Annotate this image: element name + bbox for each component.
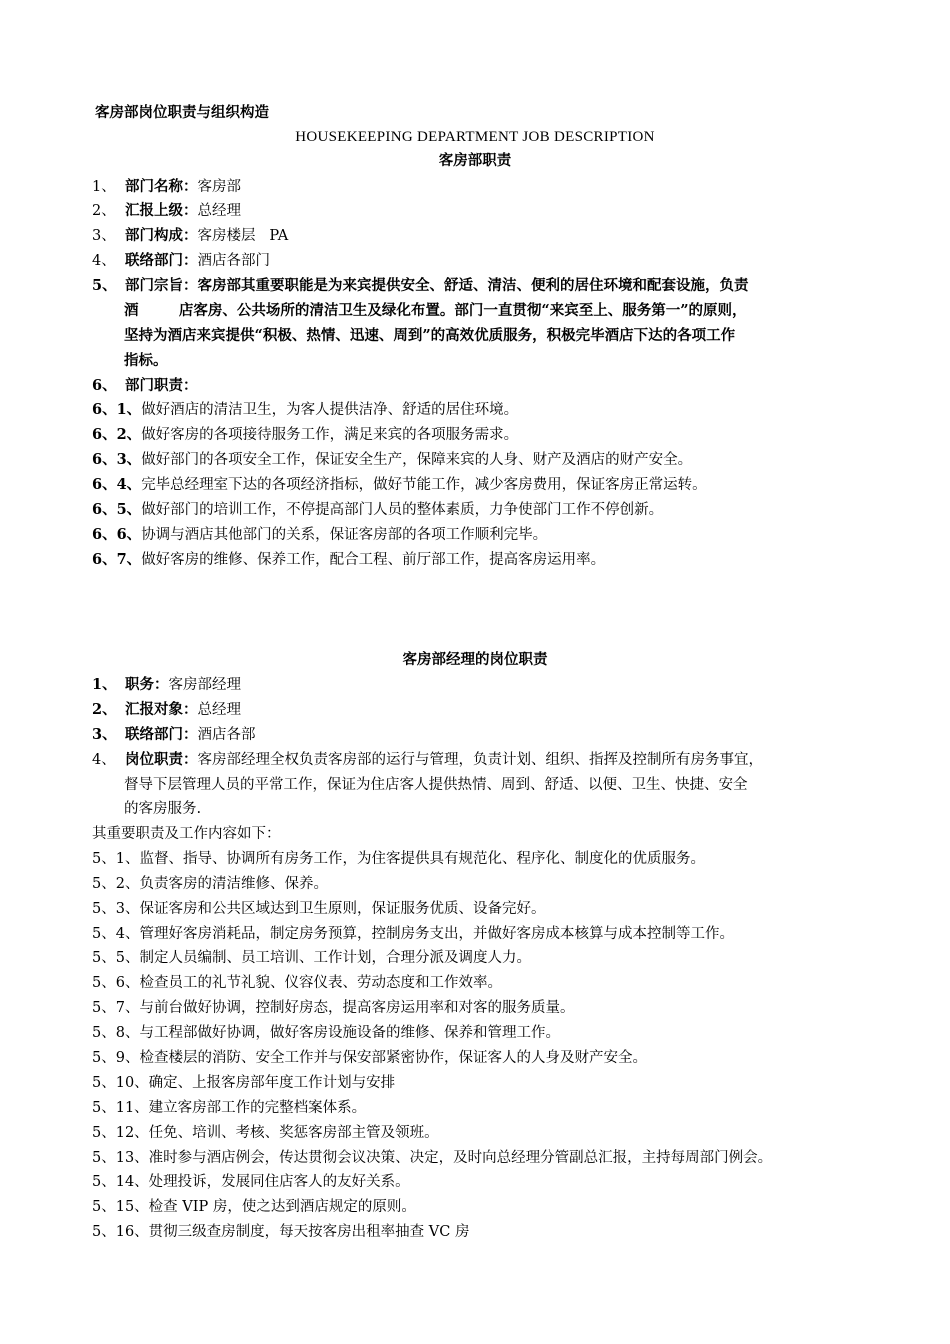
dept-item [92, 202, 241, 220]
duty-text: 做好客房的各项接待服务工作，满足来宾的各项服务需求。 [141, 427, 519, 443]
dept-duties-heading [92, 377, 198, 395]
item-value: 客房楼层 PA [197, 228, 289, 244]
item-number: 3、 [92, 228, 116, 244]
item-number: 4、 [92, 752, 116, 768]
manager-duty: 5、15、检查 VIP 房，使之达到酒店规定的原则。 [92, 1199, 416, 1215]
item-label: 岗位职责： [125, 751, 198, 768]
dept-heading: 客房部职责 [438, 152, 512, 169]
item-number: 6、 [92, 377, 117, 394]
duty-text: 完毕总经理室下达的各项经济指标，做好节能工作，减少客房费用，保证客房正常运转。 [141, 477, 707, 493]
dept-duty [92, 526, 547, 544]
manager-item [92, 701, 241, 719]
item-value: 酒店各部 [197, 727, 256, 743]
dept-duty [92, 401, 518, 419]
manager-duty: 5、3、保证客房和公共区域达到卫生原则，保证服务优质、设备完好。 [92, 901, 546, 917]
manager-duty: 5、9、检查楼层的消防、安全工作并与保安部紧密协作，保证客人的人身及财产安全。 [92, 1050, 647, 1066]
item-label: 部门构成： [125, 227, 198, 244]
item-number: 3、 [92, 726, 117, 743]
post-line: 督导下层管理人员的平常工作，保证为住店客人提供热情、周到、舒适、以便、卫生、快捷、安全 [124, 777, 748, 793]
dept-duty [92, 426, 518, 444]
duty-text: 做好酒店的清洁卫生，为客人提供洁净、舒适的居住环境。 [141, 402, 519, 418]
item-number: 2、 [92, 203, 116, 219]
item-label: 部门职责： [125, 377, 198, 394]
manager-duty: 5、12、任免、培训、考核、奖惩客房部主管及领班。 [92, 1125, 439, 1141]
manager-duty: 5、13、准时参与酒店例会，传达贯彻会议决策、决定，及时向总经理分管副总汇报，主持每周部门例会。 [92, 1150, 773, 1166]
duty-number: 6、2、 [92, 426, 142, 443]
manager-duty: 5、8、与工程部做好协调，做好客房设施设备的维修、保养和管理工作。 [92, 1025, 560, 1041]
duties-intro: 其重要职责及工作内容如下： [92, 826, 281, 842]
duty-text: 做好部门的培训工作，不停提高部门人员的整体素质，力争使部门工作不停创新。 [141, 502, 664, 518]
item-value: 总经理 [197, 702, 241, 718]
purpose-line: 酒 店客房、公共场所的清洁卫生及绿化布置。部门一直贯彻“来宾至上、服务第一”的原则， [124, 302, 747, 319]
dept-item [92, 178, 241, 196]
item-number: 1、 [92, 676, 117, 693]
manager-duty: 5、6、检查员工的礼节礼貌、仪容仪表、劳动态度和工作效率。 [92, 975, 502, 991]
item-label: 部门名称： [125, 178, 198, 195]
manager-duty: 5、16、贯彻三级查房制度，每天按客房出租率抽查 VC 房 [92, 1224, 470, 1240]
manager-duty: 5、7、与前台做好协调，控制好房态，提高客房运用率和对客的服务质量。 [92, 1000, 575, 1016]
post-line: 客房部经理全权负责客房部的运行与管理，负责计划、组织、指挥及控制所有房务事宜， [197, 752, 763, 768]
duty-number: 6、3、 [92, 451, 142, 468]
item-label: 职务： [125, 676, 169, 693]
purpose-line: 指标。 [124, 352, 168, 369]
manager-duty: 5、11、建立客房部工作的完整档案体系。 [92, 1100, 367, 1116]
manager-duty: 5、10、确定、上报客房部年度工作计划与安排 [92, 1075, 396, 1091]
dept-duty [92, 551, 605, 569]
item-value: 客房部经理 [168, 677, 241, 693]
item-value: 总经理 [197, 203, 241, 219]
item-number: 2、 [92, 701, 117, 718]
item-label: 联络部门： [125, 726, 198, 743]
manager-duty: 5、5、制定人员编制、员工培训、工作计划，合理分派及调度人力。 [92, 950, 531, 966]
item-label: 汇报对象： [125, 701, 198, 718]
dept-purpose [92, 277, 749, 295]
item-label: 部门宗旨： [125, 277, 198, 294]
document-subtitle: HOUSEKEEPING DEPARTMENT JOB DESCRIPTION [295, 129, 655, 145]
manager-item [92, 676, 241, 694]
dept-duty [92, 476, 707, 494]
item-value: 酒店各部门 [197, 253, 270, 269]
manager-heading: 客房部经理的岗位职责 [402, 651, 548, 668]
duty-number: 6、4、 [92, 476, 142, 493]
duty-text: 做好客房的维修、保养工作，配合工程、前厅部工作，提高客房运用率。 [141, 552, 606, 568]
manager-duty: 5、1、监督、指导、协调所有房务工作，为住客提供具有规范化、程序化、制度化的优质服务。 [92, 851, 705, 867]
item-label: 汇报上级： [125, 202, 198, 219]
document-title: 客房部岗位职责与组织构造 [95, 104, 269, 121]
item-number: 4、 [92, 253, 116, 269]
duty-number: 6、6、 [92, 526, 142, 543]
dept-item [92, 252, 270, 270]
dept-duty [92, 501, 663, 519]
purpose-line: 客房部其重要职能是为来宾提供安全、舒适、清洁、便利的居住环境和配套设施，负责 [197, 277, 749, 294]
item-number: 5、 [92, 277, 117, 294]
manager-duty: 5、2、负责客房的清洁维修、保养。 [92, 876, 328, 892]
manager-duty: 5、14、处理投诉，发展同住店客人的友好关系。 [92, 1174, 410, 1190]
manager-post [92, 751, 763, 769]
duty-number: 6、5、 [92, 501, 142, 518]
duty-text: 做好部门的各项安全工作，保证安全生产，保障来宾的人身、财产及酒店的财产安全。 [141, 452, 693, 468]
duty-number: 6、1、 [92, 401, 142, 418]
item-value: 客房部 [197, 179, 241, 195]
manager-duty: 5、4、管理好客房消耗品，制定房务预算，控制房务支出，并做好客房成本核算与成本控制等工作。 [92, 926, 734, 942]
dept-item [92, 227, 288, 245]
item-label: 联络部门： [125, 252, 198, 269]
duty-text: 协调与酒店其他部门的关系，保证客房部的各项工作顺利完毕。 [141, 527, 548, 543]
dept-duty [92, 451, 692, 469]
purpose-line: 坚持为酒店来宾提供“积极、热情、迅速、周到”的高效优质服务，积极完毕酒店下达的各项工作 [124, 327, 736, 344]
post-line: 的客房服务. [124, 801, 202, 817]
duty-number: 6、7、 [92, 551, 142, 568]
manager-item [92, 726, 256, 744]
item-number: 1、 [92, 179, 116, 195]
